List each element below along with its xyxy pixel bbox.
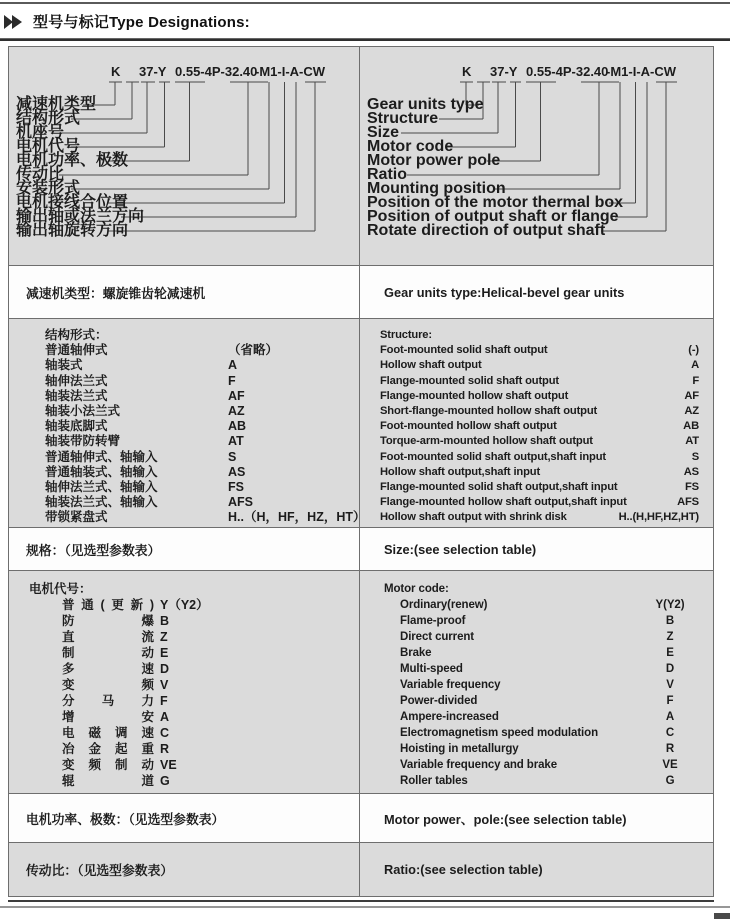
ratio-zh-cell [9, 843, 359, 896]
motor-power-zh-cell [9, 794, 359, 842]
diagram-label: 输出轴或法兰方向 [16, 208, 145, 225]
size-en-cell [359, 528, 713, 570]
structure-item-label: 轴装带防转臂 [45, 434, 121, 449]
motor-item-code: F [160, 694, 168, 708]
motor-item-label: Variable frequency and brake [400, 759, 557, 771]
structure-item-code: F [692, 374, 699, 387]
motor-item [360, 629, 705, 645]
structure-item-code: FS [685, 481, 699, 494]
structure-item [380, 480, 699, 495]
structure-item-label: Short-flange-mounted hollow shaft output [380, 405, 598, 418]
structure-item-label: 轴装式 [45, 358, 83, 373]
diagram-label: 机座号 [16, 124, 65, 141]
structure-item-label: 轴装底脚式 [45, 419, 108, 434]
motor-item-label: Direct current [400, 631, 475, 643]
structure-item-code: AT [228, 434, 244, 449]
structure-item [45, 434, 359, 449]
motor-item [9, 741, 359, 757]
structure-item-code: A [228, 358, 238, 373]
gear-type-en: Gear units type:Helical-bevel gear units [384, 284, 625, 300]
motor-item-label: 制动 [62, 646, 154, 660]
motor-item-label: Ordinary(renew) [400, 599, 488, 611]
structure-zh-header: 结构形式： [45, 328, 108, 342]
motor-item [360, 757, 705, 773]
structure-en-header: Structure: [380, 329, 432, 341]
type-designation-diagram-zh [12, 60, 360, 246]
motor-item-label: Brake [400, 647, 432, 659]
title-rule [0, 38, 730, 41]
size-zh: 规格：（见选型参数表） [26, 542, 161, 558]
motor-item [360, 677, 705, 693]
diagram-label: Structure [367, 110, 439, 127]
motor-item-code: R [160, 742, 170, 756]
motor-item-code: Z [160, 630, 168, 644]
motor-item-label: Power-divided [400, 695, 478, 707]
structure-item-label: 普通轴伸式 [45, 343, 108, 358]
motor-item [360, 661, 705, 677]
structure-item [45, 465, 359, 480]
structure-item-label: 轴装法兰式、轴输入 [45, 495, 158, 510]
motor-item-label: 辊道 [62, 774, 154, 788]
motor-item-code: F [666, 695, 674, 707]
structure-item-label: 普通轴伸式、轴输入 [45, 449, 158, 464]
structure-item-code: AF [228, 388, 245, 403]
structure-item [380, 419, 699, 434]
diagram-labels-en [367, 96, 623, 239]
motor-item-label: 直流 [62, 630, 154, 644]
motor-item-label: 变频制动 [62, 758, 154, 772]
structure-item-code: A [691, 359, 699, 372]
model-code-zh [111, 64, 326, 79]
diagram-label: 减速机类型 [16, 96, 97, 113]
motor-item-code: V [160, 678, 169, 692]
structure-item [380, 510, 699, 525]
motor-power-en: Motor power、pole:(see selection table) [384, 811, 627, 827]
motor-item-label: 冶金起重 [62, 742, 154, 756]
structure-item-code: S [228, 449, 237, 464]
structure-item [380, 495, 699, 510]
structure-item-label: Torque-arm-mounted hollow shaft output [380, 435, 593, 448]
diagram-label: Ratio [367, 166, 407, 183]
structure-item-label: Flange-mounted solid shaft output [380, 374, 560, 387]
motor-item-code: VE [160, 758, 177, 772]
structure-item-label: Foot-mounted solid shaft output,shaft input [380, 450, 606, 463]
size-row [9, 527, 713, 570]
motor-power-row [9, 793, 713, 842]
motor-item [360, 773, 705, 789]
ratio-en-cell [359, 843, 713, 896]
structure-item-label: Flange-mounted hollow shaft output,shaft input [380, 496, 627, 509]
structure-item-code: AZ [684, 405, 699, 418]
motor-item-code: R [665, 743, 675, 755]
type-designation-diagram-en [363, 60, 711, 246]
motor-item-code: A [665, 711, 675, 723]
diagram-label: Motor power pole [367, 152, 501, 169]
structure-item [380, 374, 699, 389]
structure-item [380, 343, 699, 358]
size-en: Size:(see selection table) [384, 541, 537, 557]
motor-item-label: 防爆 [62, 614, 154, 628]
motor-item [360, 645, 705, 661]
diagram-cell-zh [9, 47, 359, 265]
gear-type-row [9, 265, 713, 318]
ratio-en: Ratio:(see selection table) [384, 862, 543, 877]
motor-item-code: C [160, 726, 170, 740]
motor-en-cell [359, 571, 713, 793]
structure-zh-cell [9, 319, 366, 527]
diagram-label: 电机接线合位置 [16, 194, 129, 211]
structure-item [45, 419, 359, 434]
gear-type-zh: 减速机类型：螺旋锥齿轮减速机 [26, 285, 206, 301]
structure-item-code: F [228, 373, 236, 388]
diagram-label: Size [367, 124, 400, 141]
diagram-label: 传动比 [16, 166, 65, 183]
designation-table [8, 46, 714, 897]
diagram-label: 输出轴旋转方向 [16, 222, 129, 239]
motor-item-label: 变频 [62, 678, 154, 692]
motor-item [9, 661, 359, 677]
structure-item-code: AZ [228, 404, 245, 419]
page-title: 型号与标记Type Designations: [33, 14, 250, 31]
motor-item-label: Roller tables [400, 775, 468, 787]
size-zh-cell [9, 528, 359, 570]
motor-item-label: Multi-speed [400, 663, 463, 675]
motor-item-label: 电磁调速 [62, 726, 154, 740]
model-code-en [462, 64, 677, 79]
structure-item-label: 轴伸法兰式、轴输入 [45, 480, 158, 495]
ratio-row [9, 842, 713, 896]
double-chevron-icon [4, 14, 25, 30]
motor-power-zh: 电机功率、极数：（见选型参数表） [26, 811, 225, 827]
page-corner-mark [714, 913, 730, 919]
motor-item [360, 709, 705, 725]
diagram-label: 结构形式 [16, 110, 81, 127]
diagram-cell-en [359, 47, 713, 265]
structure-item-code: H..(H,HF,HZ,HT) [618, 511, 699, 524]
motor-item [9, 613, 359, 629]
structure-item [380, 450, 699, 465]
structure-item-label: Hollow shaft output,shaft input [380, 465, 541, 478]
ratio-zh: 传动比：（见选型参数表） [26, 863, 174, 878]
motor-item [9, 693, 359, 709]
motor-en-header: Motor code: [384, 583, 449, 595]
gear-type-zh-cell [9, 266, 359, 318]
structure-item-code: AS [228, 464, 246, 479]
motor-item [360, 725, 705, 741]
structure-item [380, 465, 699, 480]
diagram-label: 安装形式 [16, 180, 81, 197]
diagram-label: 电机功率、极数 [16, 152, 129, 169]
section-header [4, 11, 250, 32]
motor-item [360, 693, 705, 709]
structure-en-cell [359, 319, 713, 527]
motor-item-code: G [665, 775, 675, 787]
motor-item [360, 613, 705, 629]
structure-item-code: AB [683, 420, 699, 433]
structure-item-label: 轴伸法兰式 [45, 373, 108, 388]
structure-item [45, 510, 366, 525]
motor-item [9, 677, 359, 693]
motor-item-code: G [160, 774, 170, 788]
motor-item-label: 增安 [62, 710, 154, 724]
structure-item-code: FS [228, 480, 244, 495]
structure-item-label: 轴装小法兰式 [45, 404, 121, 419]
page-bottom-rule [0, 906, 730, 908]
motor-item [9, 597, 359, 613]
structure-item [380, 434, 699, 449]
motor-item [9, 629, 359, 645]
diagram-label: Rotate direction of output shaft [367, 222, 606, 239]
motor-item [9, 725, 359, 741]
motor-item-code: E [666, 647, 674, 659]
structure-item [45, 343, 359, 358]
motor-item-label: Flame-proof [400, 615, 466, 627]
structure-item-label: 轴装法兰式 [45, 388, 108, 403]
motor-item-label: Hoisting in metallurgy [400, 743, 519, 755]
diagram-label: Position of the motor thermal box [367, 194, 624, 211]
diagram-row [9, 47, 713, 265]
structure-item-label: Foot-mounted hollow shaft output [380, 420, 557, 433]
structure-item [45, 404, 359, 419]
motor-item [360, 597, 705, 613]
diagram-label: Motor code [367, 138, 454, 155]
structure-item [45, 389, 359, 404]
motor-item [9, 773, 359, 789]
structure-item-code: AF [684, 389, 699, 402]
motor-zh-cell [9, 571, 359, 793]
motor-item-label: 多速 [62, 662, 154, 676]
structure-item-label: Flange-mounted hollow shaft output [380, 389, 569, 402]
structure-item-label: 带锁紧盘式 [45, 510, 108, 525]
structure-item-label: 普通轴装式、轴输入 [45, 464, 158, 479]
motor-zh-header: 电机代号： [29, 582, 92, 596]
motor-code-row [9, 570, 713, 793]
page-top-rule [0, 2, 730, 4]
motor-item-label: Electromagnetism speed modulation [400, 727, 598, 739]
structure-row [9, 318, 713, 527]
structure-item-code: （省略） [228, 343, 279, 358]
motor-item-code: D [160, 662, 170, 676]
structure-item-label: Foot-mounted solid shaft output [380, 344, 548, 357]
structure-item [380, 389, 699, 404]
motor-item-label: 分马力 [62, 694, 154, 708]
structure-item [45, 480, 359, 495]
motor-item-code: V [666, 679, 674, 691]
diagram-label: Position of output shaft or flange [367, 208, 619, 225]
motor-item-code: C [665, 727, 675, 739]
motor-item-code: D [665, 663, 675, 675]
structure-item-code: AS [683, 465, 699, 478]
motor-item [360, 741, 705, 757]
motor-item-code: VE [662, 759, 678, 771]
structure-item [45, 374, 359, 389]
structure-item-label: Hollow shaft output with shrink disk [380, 511, 567, 524]
diagram-label: Mounting position [367, 180, 506, 197]
motor-item-label: Ampere-increased [400, 711, 499, 723]
motor-item [9, 757, 359, 773]
motor-item-label: 普通(更新) [62, 598, 154, 612]
structure-item [45, 495, 359, 510]
structure-item-label: Flange-mounted solid shaft output,shaft input [380, 481, 618, 494]
diagram-label: Gear units type [367, 96, 484, 113]
structure-item-code: S [691, 450, 699, 463]
structure-item-code: AT [685, 435, 699, 448]
motor-item [9, 709, 359, 725]
structure-item [380, 358, 699, 373]
structure-item-label: Hollow shaft output [380, 359, 482, 372]
motor-item-code: A [160, 710, 170, 724]
gear-type-en-cell [359, 266, 713, 318]
structure-item-code: (-) [688, 344, 699, 357]
structure-item-code: AFS [228, 495, 253, 510]
structure-item [45, 450, 359, 465]
structure-item-code: AFS [677, 496, 699, 509]
structure-item-code: AB [228, 419, 247, 434]
structure-item [380, 404, 699, 419]
diagram-label: 电机代号 [16, 138, 81, 155]
structure-item-code: H..（H，HF，HZ，HT） [228, 510, 366, 525]
motor-power-en-cell [359, 794, 713, 842]
model-code-text: K 37-Y 0.55-4P-32.40-M1-I-A-CW [462, 64, 677, 79]
diagram-labels-zh [15, 94, 144, 239]
motor-item-code: Z [666, 631, 674, 643]
motor-item-code: B [160, 614, 170, 628]
motor-item-code: Y（Y2） [160, 598, 209, 612]
model-code-text: K 37-Y 0.55-4P-32.40-M1-I-A-CW [111, 64, 326, 79]
motor-item [9, 645, 359, 661]
structure-item [45, 358, 359, 373]
table-bottom-rule [8, 900, 714, 902]
motor-item-code: B [665, 615, 675, 627]
motor-item-code: Y(Y2) [655, 599, 685, 611]
motor-item-code: E [160, 646, 169, 660]
motor-item-label: Variable frequency [400, 679, 501, 691]
